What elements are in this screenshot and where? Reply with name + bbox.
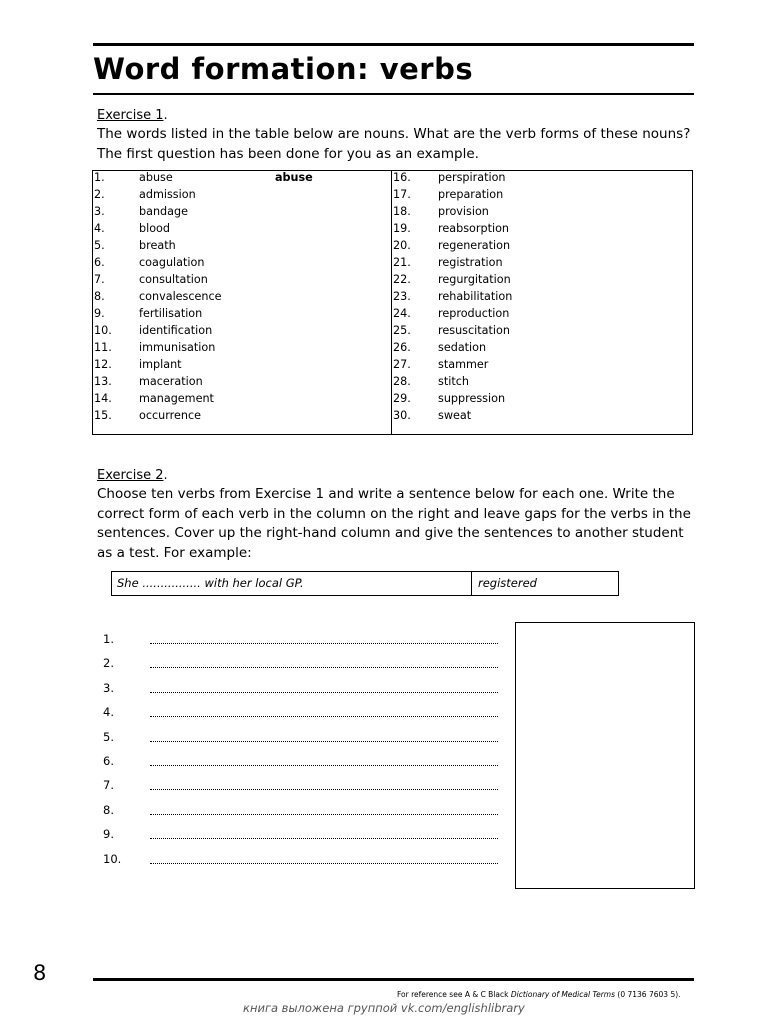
item-number: 5. [94, 239, 105, 252]
noun-word: perspiration [438, 171, 506, 184]
item-number: 24. [393, 307, 411, 320]
line-number: 9. [103, 827, 114, 842]
noun-word: identification [139, 324, 213, 337]
noun-word: reabsorption [438, 222, 509, 235]
top-rule [93, 43, 694, 46]
noun-word: occurrence [139, 409, 202, 422]
line-number: 8. [103, 802, 114, 817]
noun-word: management [139, 392, 214, 405]
example-box [111, 571, 619, 596]
noun-word: abuse [139, 171, 173, 184]
item-number: 20. [393, 239, 411, 252]
noun-word: breath [139, 239, 176, 252]
dotted-answer-line[interactable] [150, 660, 498, 668]
item-number: 9. [94, 307, 105, 320]
reference-note: For reference see A & C Black Dictionary of Medical Terms (0 7136 7603 5). [397, 990, 681, 999]
noun-word: provision [438, 205, 489, 218]
watermark-text: книга выложена группой vk.com/englishlibrary [243, 1001, 525, 1015]
item-number: 8. [94, 290, 105, 303]
noun-word: preparation [438, 188, 504, 201]
title-underline [93, 93, 694, 95]
noun-word: suppression [438, 392, 506, 405]
item-number: 22. [393, 273, 411, 286]
line-number: 1. [103, 632, 114, 646]
noun-word: stitch [438, 375, 469, 388]
item-number: 2. [94, 188, 105, 201]
verb-answer: abuse [275, 171, 313, 184]
dotted-answer-line[interactable] [150, 685, 498, 693]
line-number: 4. [103, 705, 114, 720]
table-divider [391, 171, 392, 434]
item-number: 29. [393, 392, 411, 405]
noun-word: stammer [438, 358, 489, 371]
noun-word: sweat [438, 409, 472, 422]
dotted-answer-line[interactable] [150, 782, 498, 790]
line-number: 3. [103, 680, 114, 695]
line-number: 10. [103, 851, 122, 866]
noun-word: reproduction [438, 307, 510, 320]
exercise1-table [92, 170, 693, 435]
noun-word: implant [139, 358, 182, 371]
dotted-answer-line[interactable] [150, 758, 498, 766]
noun-word: coagulation [139, 256, 205, 269]
noun-word: regeneration [438, 239, 511, 252]
item-number: 7. [94, 273, 105, 286]
item-number: 23. [393, 290, 411, 303]
item-number: 14. [94, 392, 112, 405]
noun-word: resuscitation [438, 324, 510, 337]
noun-word: blood [139, 222, 171, 235]
noun-word: rehabilitation [438, 290, 513, 303]
noun-word: registration [438, 256, 503, 269]
dotted-answer-line[interactable] [150, 709, 498, 717]
item-number: 21. [393, 256, 411, 269]
item-number: 28. [393, 375, 411, 388]
footer-rule [93, 978, 694, 981]
dotted-answer-line[interactable] [150, 856, 498, 864]
page-title: Word formation: verbs [93, 52, 474, 86]
line-number: 7. [103, 778, 114, 793]
line-number: 5. [103, 729, 114, 744]
noun-word: convalescence [139, 290, 222, 303]
item-number: 4. [94, 222, 105, 235]
example-answer: registered [478, 576, 537, 590]
item-number: 25. [393, 324, 411, 337]
example-sentence: She ................ with her local GP. [117, 576, 304, 590]
item-number: 18. [393, 205, 411, 218]
dotted-answer-line[interactable] [150, 807, 498, 815]
exercise1-instructions: The words listed in the table below are nouns. What are the verb forms of these nouns? The first question has been done for you as an example. [97, 126, 691, 162]
exercise2-instructions: Choose ten verbs from Exercise 1 and write a sentence below for each one. Write the correct form of each verb in the column on the right and leave gaps for the verbs in the sentences. Cover up the right-hand column and give the sentences to another student as a test. For example: [97, 486, 691, 561]
item-number: 15. [94, 409, 112, 422]
noun-word: admission [139, 188, 196, 201]
answer-column-box[interactable] [515, 622, 695, 889]
noun-word: sedation [438, 341, 487, 354]
noun-word: consultation [139, 273, 208, 286]
dotted-answer-line[interactable] [150, 636, 498, 644]
noun-word: fertilisation [139, 307, 203, 320]
example-divider [471, 572, 472, 595]
noun-word: bandage [139, 205, 188, 218]
item-number: 13. [94, 375, 112, 388]
item-number: 17. [393, 188, 411, 201]
item-number: 19. [393, 222, 411, 235]
item-number: 16. [393, 171, 411, 184]
exercise1-heading: Exercise 1. [97, 108, 168, 123]
dotted-answer-line[interactable] [150, 831, 498, 839]
item-number: 10. [94, 324, 112, 337]
item-number: 12. [94, 358, 112, 371]
item-number: 3. [94, 205, 105, 218]
noun-word: maceration [139, 375, 203, 388]
item-number: 6. [94, 256, 105, 269]
item-number: 11. [94, 341, 112, 354]
line-number: 2. [103, 656, 114, 671]
noun-word: regurgitation [438, 273, 511, 286]
noun-word: immunisation [139, 341, 216, 354]
item-number: 1. [94, 171, 105, 184]
item-number: 30. [393, 409, 411, 422]
item-number: 27. [393, 358, 411, 371]
page-number: 8 [33, 961, 47, 985]
dotted-answer-line[interactable] [150, 734, 498, 742]
item-number: 26. [393, 341, 411, 354]
exercise2-heading: Exercise 2. [97, 468, 168, 483]
line-number: 6. [103, 754, 114, 768]
